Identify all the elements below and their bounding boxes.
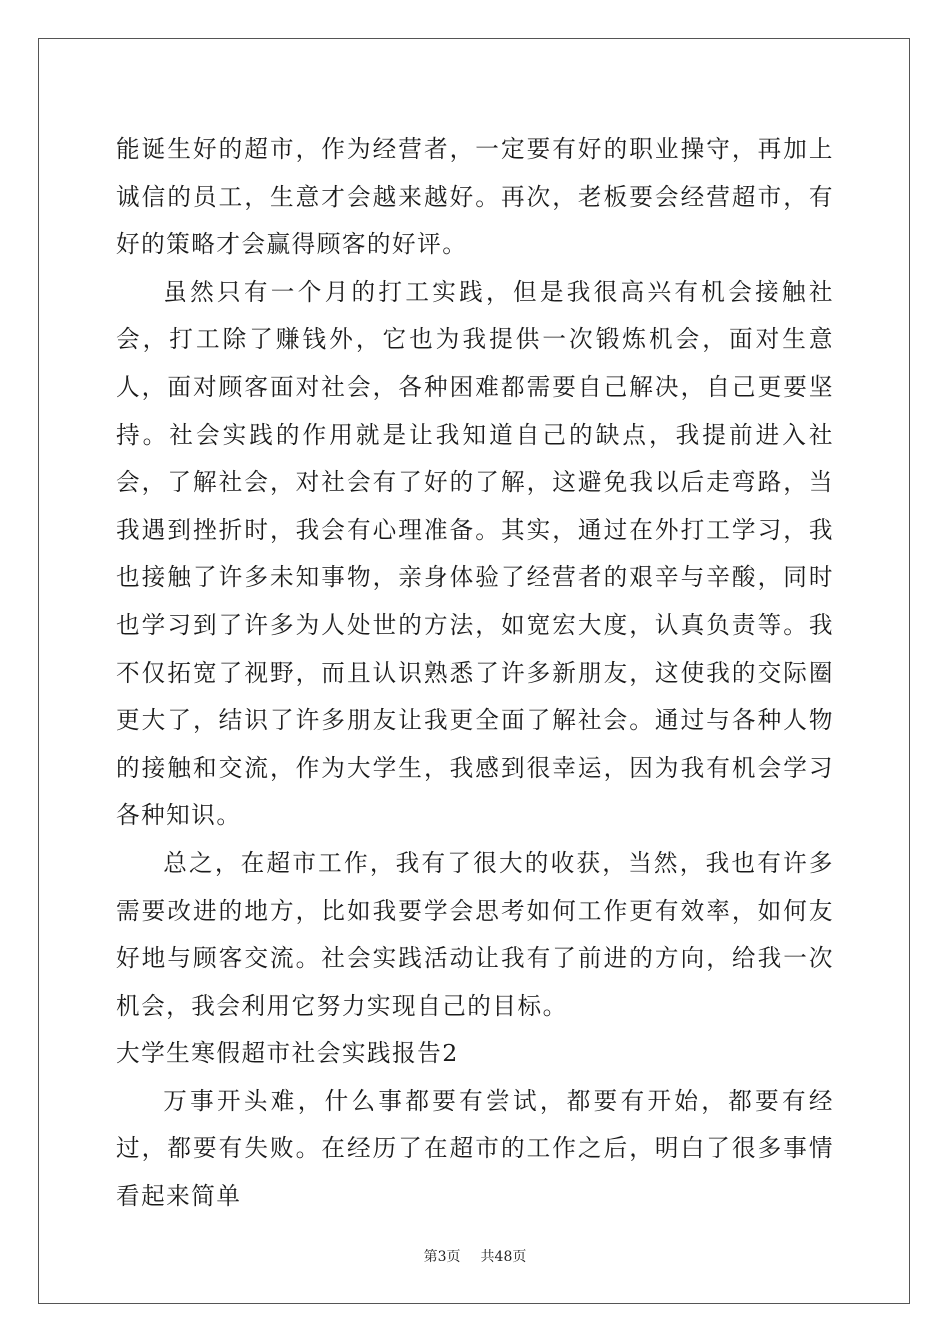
page-number: 第3页 xyxy=(423,1249,461,1265)
document-body xyxy=(116,126,834,1221)
page-footer xyxy=(0,1246,950,1266)
paragraph-4: 万事开头难，什么事都要有尝试，都要有开始，都要有经过，都要有失败。在经历了在超市的工作之后，明白了很多事情看起来简单 xyxy=(116,1086,834,1211)
page-total: 共48页 xyxy=(480,1249,527,1265)
paragraph-3: 总之，在超市工作，我有了很大的收获，当然，我也有许多需要改进的地方，比如我要学会思考如何工作更有效率，如何友好地与顾客交流。社会实践活动让我有了前进的方向，给我一次机会，我会利用它努力实现自己的目标。 xyxy=(116,848,834,1020)
paragraph-1: 能诞生好的超市，作为经营者，一定要有好的职业操守，再加上诚信的员工，生意才会越来越好。再次，老板要会经营超市，有好的策略才会赢得顾客的好评。 xyxy=(116,135,834,259)
section-heading: 大学生寒假超市社会实践报告2 xyxy=(116,1039,459,1068)
paragraph-2: 虽然只有一个月的打工实践，但是我很高兴有机会接触社会，打工除了赚钱外，它也为我提供一次锻炼机会，面对生意人，面对顾客面对社会，各种困难都需要自己解决，自己更要坚持。社会实践的作用就是让我知道自己的缺点，我提前进入社会，了解社会，对社会有了好的了解，这避免我以后走弯路，当我遇到挫折时，我会有心理准备。其实，通过在外打工学习，我也接触了许多未知事物，亲身体验了经营者的艰辛与辛酸，同时也学习到了许多为人处世的方法，如宽宏大度，认真负责等。我不仅拓宽了视野，而且认识熟悉了许多新朋友，这使我的交际圈更大了，结识了许多朋友让我更全面了解社会。通过与各种人物的接触和交流，作为大学生，我感到很幸运，因为我有机会学习各种知识。 xyxy=(116,277,834,830)
